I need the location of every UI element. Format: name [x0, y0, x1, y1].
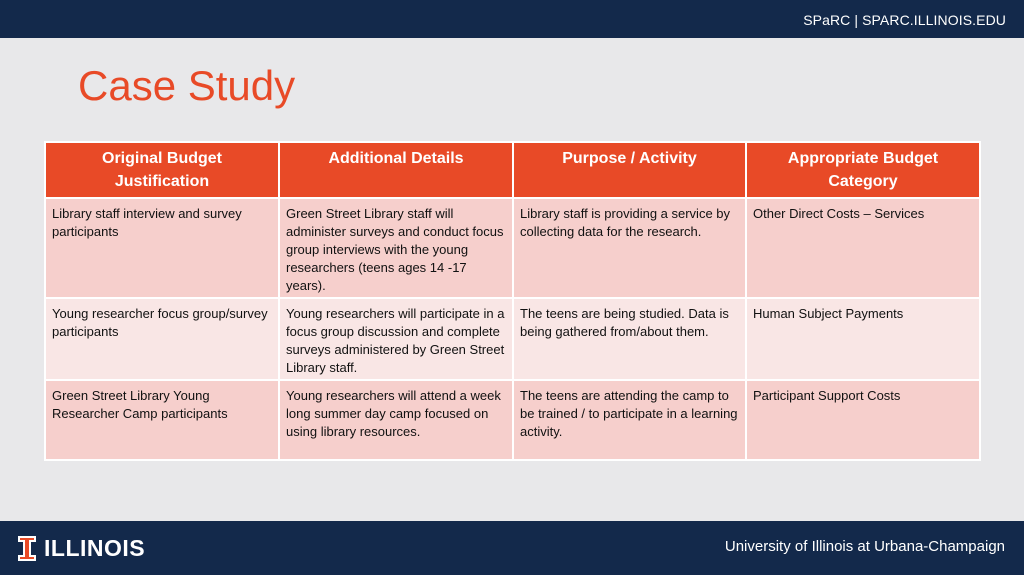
budget-table: [44, 141, 981, 461]
header-appropriate-budget-category: Appropriate Budget Category: [746, 142, 980, 198]
university-name: University of Illinois at Urbana-Champaign: [724, 538, 1005, 555]
header-original-budget-justification: Original Budget Justification: [45, 142, 279, 198]
table-cell: Library staff interview and survey participants: [45, 198, 279, 298]
header-additional-details: Additional Details: [279, 142, 513, 198]
table-cell: Green Street Library staff will administer surveys and conduct focus group interviews with the young researchers (teens ages 14 -17 years).: [279, 198, 513, 298]
table-cell: Library staff is providing a service by collecting data for the research.: [513, 198, 746, 298]
table-cell: Green Street Library Young Researcher Camp participants: [45, 380, 279, 460]
page-title: Case Study: [78, 62, 296, 109]
table-row: [45, 198, 980, 298]
illinois-logo-text: ILLINOIS: [44, 535, 146, 561]
table-cell: The teens are being studied. Data is being gathered from/about them.: [513, 298, 746, 380]
table-cell: The teens are attending the camp to be trained / to participate in a learning activity.: [513, 380, 746, 460]
org-website-text: SPaRC | SPARC.ILLINOIS.EDU: [803, 12, 1006, 28]
header-purpose-activity: Purpose / Activity: [513, 142, 746, 198]
table-row: [45, 298, 980, 380]
top-banner: [0, 0, 1024, 38]
table-header-row: [45, 142, 980, 198]
table-cell: Participant Support Costs: [746, 380, 980, 460]
table-cell: Other Direct Costs – Services: [746, 198, 980, 298]
illinois-block-i-icon: [18, 536, 36, 561]
table-cell: Young researcher focus group/survey participants: [45, 298, 279, 380]
table-cell: Human Subject Payments: [746, 298, 980, 380]
table-row: [45, 380, 980, 460]
table-cell: Young researchers will participate in a focus group discussion and complete surveys administered by Green Street Library staff.: [279, 298, 513, 380]
table-cell: Young researchers will attend a week long summer day camp focused on using library resources.: [279, 380, 513, 460]
footer-banner: [0, 521, 1024, 575]
